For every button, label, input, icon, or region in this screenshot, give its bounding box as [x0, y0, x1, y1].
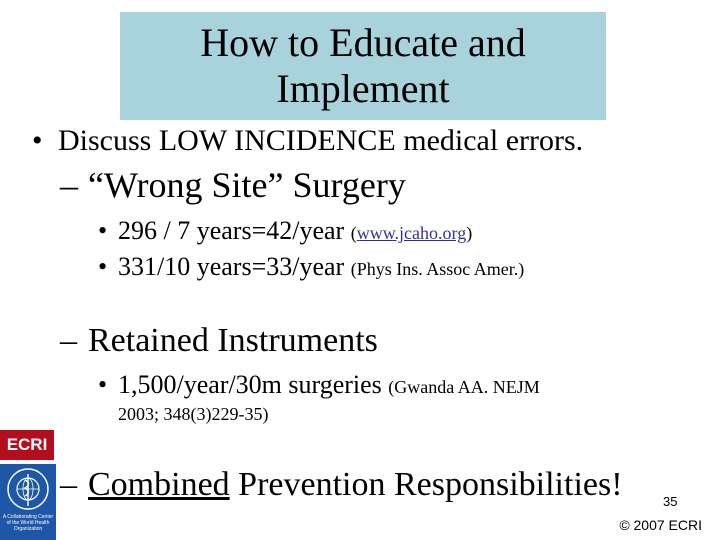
sub-point-retained-instruments [60, 322, 378, 360]
retained-stat-1-text: 1,500/year/30m surgeries [118, 370, 382, 399]
page-number: 35 [663, 494, 678, 509]
wrong-site-stat-2 [98, 252, 524, 282]
who-logo [0, 464, 56, 540]
sub-point-combined [60, 466, 623, 504]
ecri-logo [0, 430, 54, 460]
sub-point-wrong-site-label: “Wrong Site” Surgery [88, 165, 406, 205]
combined-emphasis: Combined [88, 466, 230, 503]
bullet-icon: • [98, 216, 108, 245]
source-close-paren: ) [466, 223, 473, 243]
jcaho-link[interactable]: www.jcaho.org [356, 223, 467, 243]
bullet-icon: • [32, 124, 43, 157]
slide-title-line2: Implement [276, 66, 450, 111]
bullet-icon: • [98, 370, 108, 399]
bullet-point-1 [32, 124, 583, 158]
source-open-paren: ( [350, 223, 357, 243]
wrong-site-stat-1 [98, 216, 472, 246]
retained-stat-1-source-continued: 2003; 348(3)229-35) [118, 404, 269, 424]
retained-stat-1-source: (Gwanda AA. NEJM [388, 377, 540, 397]
slide-title-line1: How to Educate and [200, 20, 526, 65]
sub-point-wrong-site [60, 164, 406, 206]
wrong-site-stat-1-text: 296 / 7 years=42/year [118, 216, 345, 245]
slide-title [120, 12, 606, 120]
sub-point-retained-instruments-label: Retained Instruments [88, 322, 378, 359]
ecri-logo-text: ECRI [6, 435, 48, 454]
sub-point-combined-rest: Prevention Responsibilities! [229, 466, 623, 503]
bullet-point-1-text: Discuss LOW INCIDENCE medical errors. [58, 124, 584, 157]
copyright-notice: © 2007 ECRI [619, 517, 702, 533]
bullet-icon: • [98, 252, 108, 281]
wrong-site-stat-2-text: 331/10 years=33/year [118, 252, 345, 281]
dash-icon: – [60, 322, 77, 359]
who-logo-caption: A Collaborating Center of the World Health Organization [2, 514, 54, 532]
who-emblem-icon [4, 466, 52, 512]
dash-icon: – [60, 466, 77, 503]
wrong-site-stat-1-source [351, 223, 472, 243]
wrong-site-stat-2-source: (Phys Ins. Assoc Amer.) [350, 259, 525, 279]
dash-icon: – [60, 165, 78, 205]
retained-stat-1 [98, 370, 540, 400]
